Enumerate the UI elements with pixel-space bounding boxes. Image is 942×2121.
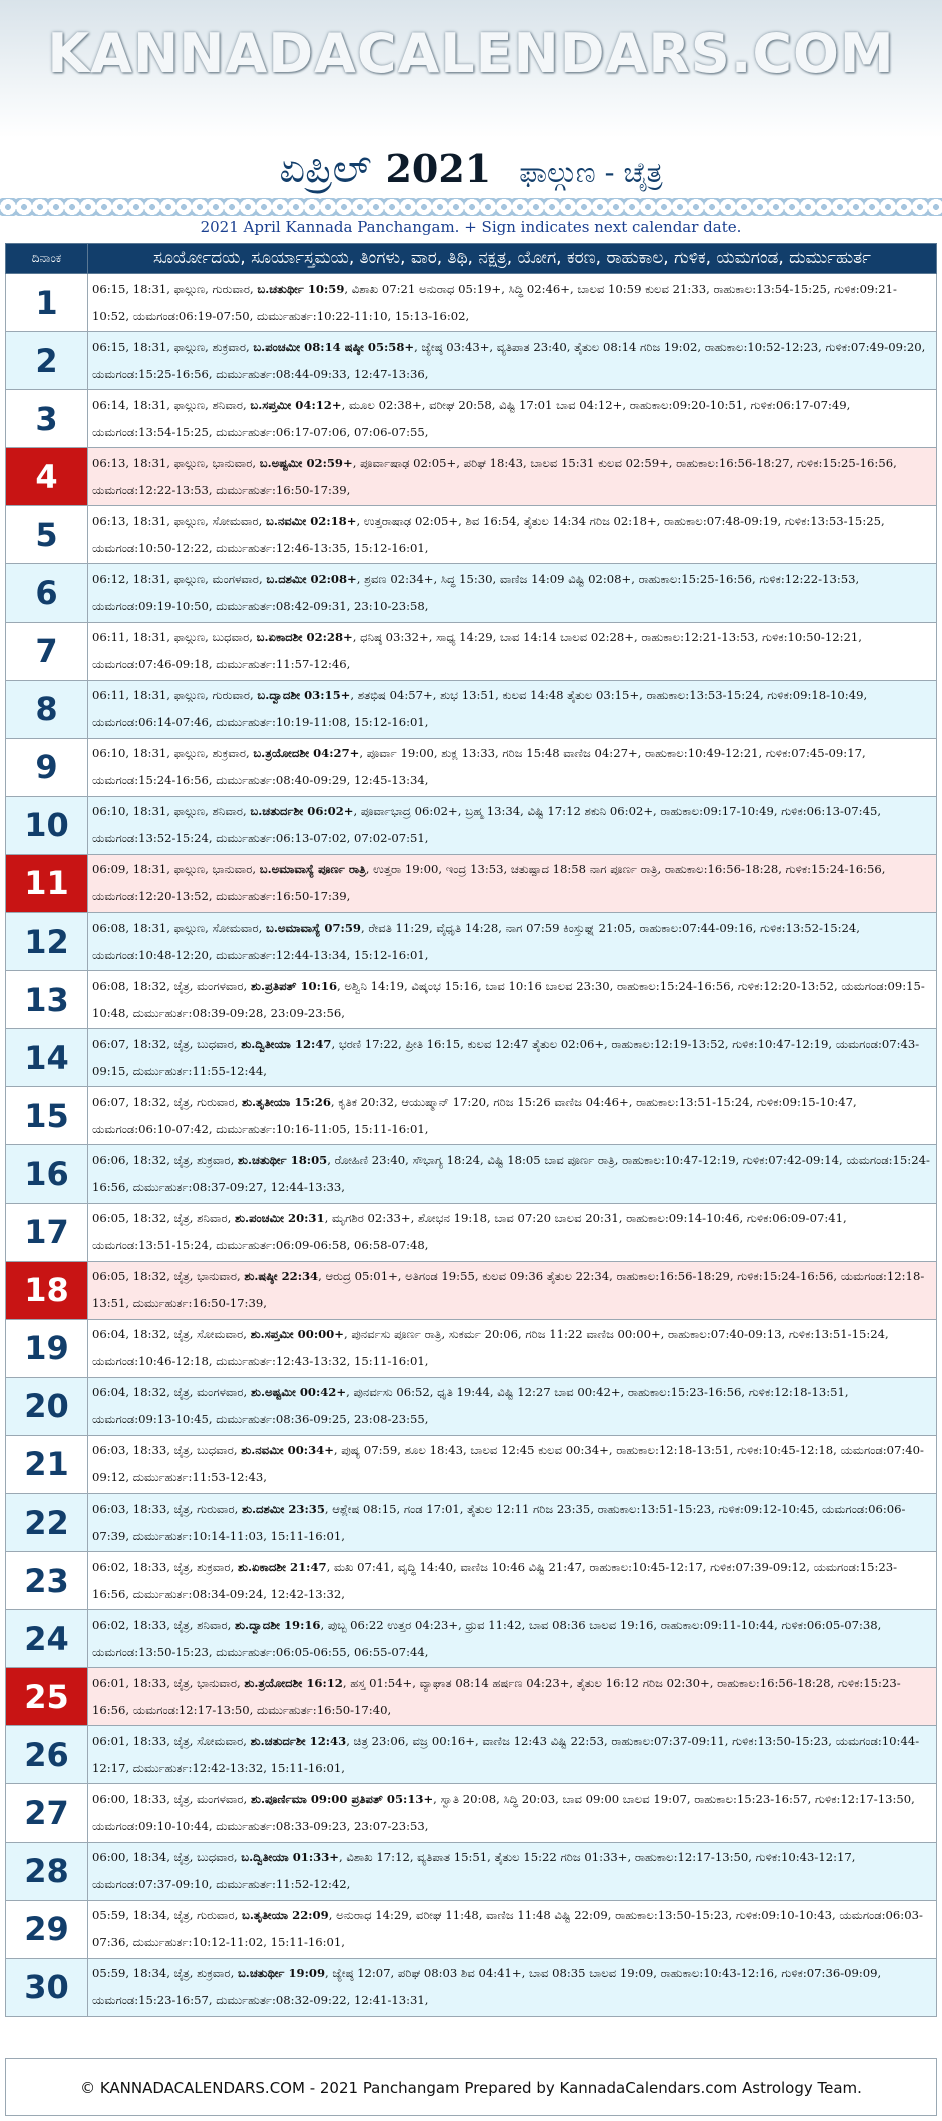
date-cell: 28 xyxy=(6,1842,88,1900)
details-cell xyxy=(88,1900,937,1958)
tithi: ಬ.ದಶಮೀ 02:08+ xyxy=(266,572,357,587)
date-cell: 17 xyxy=(6,1203,88,1261)
date-cell: 15 xyxy=(6,1087,88,1145)
panchanga-details: , ಭರಣಿ 17:22, ಪ್ರೀತಿ 16:15, ಕುಲವ 12:47 ತೈತುಲ 02:06+, ರಾಹುಕಾಲ:12:19-13:52, ಗುಳಿಕ:10:47-12:19, ಯಮಗಂಡ:07:43-09:15, ದುರ್ಮುಹುರ್ತ:11:55-12:44, xyxy=(92,1036,920,1078)
table-row xyxy=(6,1842,937,1900)
sun-month-weekday: 06:04, 18:32, ಚೈತ್ರ, ಮಂಗಳವಾರ, xyxy=(92,1385,251,1400)
table-row xyxy=(6,738,937,796)
sun-month-weekday: 06:01, 18:33, ಚೈತ್ರ, ಭಾನುವಾರ, xyxy=(92,1675,245,1690)
tithi: ಶು.ದಶಮೀ 23:35 xyxy=(241,1501,325,1516)
tithi: ಬ.ಸಪ್ತಮೀ 04:12+ xyxy=(250,397,342,412)
tithi: ಶು.ಚತುರ್ಥೀ 18:05 xyxy=(237,1152,328,1167)
table-header-row xyxy=(6,244,937,274)
tithi: ಬ.ನವಮೀ 02:18+ xyxy=(265,513,357,528)
date-cell: 10 xyxy=(6,796,88,854)
sun-month-weekday: 06:13, 18:31, ಫಾಲ್ಗುಣ, ಭಾನುವಾರ, xyxy=(92,455,260,470)
details-cell xyxy=(88,1087,937,1145)
tithi: ಬ.ದ್ವಾದಶೀ 03:15+ xyxy=(257,688,351,703)
details-cell xyxy=(88,1493,937,1551)
date-cell: 11 xyxy=(6,854,88,912)
header-banner xyxy=(0,0,942,138)
date-cell: 13 xyxy=(6,971,88,1029)
sun-month-weekday: 06:10, 18:31, ಫಾಲ್ಗುಣ, ಶನಿವಾರ, xyxy=(92,804,251,819)
panchanga-details: , ರೋಹಿಣಿ 23:40, ಸೌಭಾಗ್ಯ 18:24, ವಿಷ್ಟಿ 18:05 ಬಾವ ಪೂರ್ಣ ರಾತ್ರಿ, ರಾಹುಕಾಲ:10:47-12:19, ಗುಳಿಕ:07:42-09:14, ಯಮಗಂಡ:15:24-16:56, ದುರ್ಮುಹುರ್ತ:08:37-09:27, 12:44-13:33, xyxy=(92,1152,930,1194)
tithi: ಶು.ಏಕಾದಶೀ 21:47 xyxy=(237,1559,327,1574)
sun-month-weekday: 06:15, 18:31, ಫಾಲ್ಗುಣ, ಶುಕ್ರವಾರ, xyxy=(92,339,254,354)
table-row xyxy=(6,1087,937,1145)
tithi: ಬ.ಅಷ್ಟಮೀ 02:59+ xyxy=(259,455,353,470)
details-cell xyxy=(88,274,937,332)
details-column-header: ಸೂರ್ಯೋದಯ, ಸೂರ್ಯಾಸ್ತಮಯ, ತಿಂಗಳು, ವಾರ, ತಿಥಿ, ನಕ್ಷತ್ರ, ಯೋಗ, ಕರಣ, ರಾಹುಕಾಲ, ಗುಳಿಕ, ಯಮಗಂಡ, ದುರ್ಮುಹುರ್ತ xyxy=(88,244,937,274)
table-row xyxy=(6,506,937,564)
date-cell: 14 xyxy=(6,1029,88,1087)
panchanga-details: , ಅಶ್ವಿನಿ 14:19, ವಿಷ್ಕಂಭ 15:16, ಬಾವ 10:16 ಬಾಲವ 23:30, ರಾಹುಕಾಲ:15:24-16:56, ಗುಳಿಕ:12:20-13:52, ಯಮಗಂಡ:09:15-10:48, ದುರ್ಮುಹುರ್ತ:08:39-09:28, 23:09-23:56, xyxy=(92,978,925,1020)
tithi: ಶು.ಸಪ್ತಮೀ 00:00+ xyxy=(250,1327,344,1342)
table-row xyxy=(6,332,937,390)
tithi: ಬ.ಅಮಾವಾಸ್ಯೆ 07:59 xyxy=(265,920,361,935)
date-cell: 1 xyxy=(6,274,88,332)
sun-month-weekday: 06:00, 18:34, ಚೈತ್ರ, ಬುಧವಾರ, xyxy=(92,1850,242,1865)
table-row xyxy=(6,1784,937,1842)
table-row xyxy=(6,274,937,332)
panchanga-details: , ವಿಶಾಖ 17:12, ವ್ಯತಿಪಾತ 15:51, ತೈತುಲ 15:22 ಗರಿಜ 01:33+, ರಾಹುಕಾಲ:12:17-13:50, ಗುಳಿಕ:10:43-12:17, ಯಮಗಂಡ:07:37-09:10, ದುರ್ಮುಹುರ್ತ:11:52-12:42, xyxy=(92,1850,856,1892)
decorative-border xyxy=(0,198,942,216)
tithi: ಬ.ಚತುರ್ಥೀ 10:59 xyxy=(257,281,345,296)
details-cell xyxy=(88,1726,937,1784)
details-cell xyxy=(88,1842,937,1900)
details-cell xyxy=(88,1029,937,1087)
tithi: ಬ.ಚತುರ್ದಶೀ 06:02+ xyxy=(250,804,354,819)
panchanga-details: , ಆರುದ್ರ 05:01+, ಅತಿಗಂಡ 19:55, ಕುಲವ 09:36 ತೈತುಲ 22:34, ರಾಹುಕಾಲ:16:56-18:29, ಗುಳಿಕ:15:24-16:56, ಯಮಗಂಡ:12:18-13:51, ದುರ್ಮುಹುರ್ತ:16:50-17:39, xyxy=(92,1269,925,1311)
panchangam-table xyxy=(5,243,937,2017)
month-heading xyxy=(0,146,942,192)
sun-month-weekday: 06:14, 18:31, ಫಾಲ್ಗುಣ, ಶನಿವಾರ, xyxy=(92,397,251,412)
table-row xyxy=(6,680,937,738)
tithi: ಬ.ತೃತೀಯಾ 22:09 xyxy=(241,1908,329,1923)
table-row xyxy=(6,564,937,622)
panchanga-details: , ಪೂರ್ವಾ 19:00, ಶುಕ್ಲ 13:33, ಗರಿಜ 15:48 ವಾಣಿಜ 04:27+, ರಾಹುಕಾಲ:10:49-12:21, ಗುಳಿಕ:07:45-09:17, ಯಮಗಂಡ:15:24-16:56, ದುರ್ಮುಹುರ್ತ:08:40-09:29, 12:45-13:34, xyxy=(92,746,866,788)
month-name: ಏಪ್ರಿಲ್ xyxy=(279,146,372,192)
tithi: ಬ.ದ್ವಿತೀಯಾ 01:33+ xyxy=(241,1850,339,1865)
tithi: ಶು.ಪೂರ್ಣಿಮಾ 09:00 ಪ್ರತಿಪತ್ 05:13+ xyxy=(250,1791,434,1806)
panchanga-details: , ಪುನರ್ವಸು 06:52, ಧೃತಿ 19:44, ವಿಷ್ಟಿ 12:27 ಬಾವ 00:42+, ರಾಹುಕಾಲ:15:23-16:56, ಗುಳಿಕ:12:18-13:51, ಯಮಗಂಡ:09:13-10:45, ದುರ್ಮುಹುರ್ತ:08:36-09:25, 23:08-23:55, xyxy=(92,1385,849,1427)
tithi: ಶು.ದ್ವಾದಶೀ 19:16 xyxy=(235,1617,321,1632)
date-cell: 12 xyxy=(6,913,88,971)
date-cell: 6 xyxy=(6,564,88,622)
panchanga-details: , ಜ್ಯೇಷ್ಠ 03:43+, ವ್ಯತಿಪಾತ 23:40, ತೈತುಲ 08:14 ಗರಿಜ 19:02, ರಾಹುಕಾಲ:10:52-12:23, ಗುಳಿಕ:07:49-09:20, ಯಮಗಂಡ:15:25-16:56, ದುರ್ಮುಹುರ್ತ:08:44-09:33, 12:47-13:36, xyxy=(92,339,926,381)
date-cell: 21 xyxy=(6,1435,88,1493)
sun-month-weekday: 06:02, 18:33, ಚೈತ್ರ, ಶನಿವಾರ, xyxy=(92,1617,235,1632)
panchanga-details: , ಪುನರ್ವಸು ಪೂರ್ಣ ರಾತ್ರಿ, ಸುಕರ್ಮ 20:06, ಗರಿಜ 11:22 ವಾಣಿಜ 00:00+, ರಾಹುಕಾಲ:07:40-09:13, ಗುಳಿಕ:13:51-15:24, ಯಮಗಂಡ:10:46-12:18, ದುರ್ಮುಹುರ್ತ:12:43-13:32, 15:11-16:01, xyxy=(92,1327,889,1369)
sun-month-weekday: 06:06, 18:32, ಚೈತ್ರ, ಶುಕ್ರವಾರ, xyxy=(92,1152,238,1167)
table-row xyxy=(6,1552,937,1610)
panchanga-details: , ಸ್ವಾತಿ 20:08, ಸಿದ್ಧಿ 20:03, ಬಾವ 09:00 ಬಾಲವ 19:07, ರಾಹುಕಾಲ:15:23-16:57, ಗುಳಿಕ:12:17-13:50, ಯಮಗಂಡ:09:10-10:44, ದುರ್ಮುಹುರ್ತ:08:33-09:23, 23:07-23:53, xyxy=(92,1791,915,1833)
tithi: ಶು.ಅಷ್ಟಮೀ 00:42+ xyxy=(250,1385,347,1400)
panchanga-details: , ಮೂಲ 02:38+, ವರೀಘ 20:58, ವಿಷ್ಟಿ 17:01 ಬಾವ 04:12+, ರಾಹುಕಾಲ:09:20-10:51, ಗುಳಿಕ:06:17-07:49, ಯಮಗಂಡ:13:54-15:25, ದುರ್ಮುಹುರ್ತ:06:17-07:06, 07:06-07:55, xyxy=(92,397,851,439)
date-cell: 16 xyxy=(6,1145,88,1203)
details-cell xyxy=(88,448,937,506)
table-row xyxy=(6,1726,937,1784)
table-row xyxy=(6,1145,937,1203)
table-row xyxy=(6,1610,937,1668)
sun-month-weekday: 06:03, 18:33, ಚೈತ್ರ, ಗುರುವಾರ, xyxy=(92,1501,242,1516)
date-column-header: ದಿನಾಂಕ xyxy=(6,244,88,274)
sun-month-weekday: 06:11, 18:31, ಫಾಲ್ಗುಣ, ಗುರುವಾರ, xyxy=(92,688,258,703)
date-cell: 27 xyxy=(6,1784,88,1842)
details-cell xyxy=(88,680,937,738)
panchanga-details: , ಶತಭಿಷ 04:57+, ಶುಭ 13:51, ಕುಲವ 14:48 ತೈತುಲ 03:15+, ರಾಹುಕಾಲ:13:53-15:24, ಗುಳಿಕ:09:18-10:49, ಯಮಗಂಡ:06:14-07:46, ದುರ್ಮುಹುರ್ತ:10:19-11:08, 15:12-16:01, xyxy=(92,688,868,730)
lunar-months: ಫಾಲ್ಗುಣ - ಚೈತ್ರ xyxy=(519,156,663,189)
sun-month-weekday: 06:09, 18:31, ಫಾಲ್ಗುಣ, ಭಾನುವಾರ, xyxy=(92,862,260,877)
table-row xyxy=(6,1668,937,1726)
panchanga-details: , ಶ್ರವಣ 02:34+, ಸಿದ್ಧ 15:30, ವಾಣಿಜ 14:09 ವಿಷ್ಟಿ 02:08+, ರಾಹುಕಾಲ:15:25-16:56, ಗುಳಿಕ:12:22-13:53, ಯಮಗಂಡ:09:19-10:50, ದುರ್ಮುಹುರ್ತ:08:42-09:31, 23:10-23:58, xyxy=(92,572,860,614)
date-cell: 5 xyxy=(6,506,88,564)
details-cell xyxy=(88,738,937,796)
details-cell xyxy=(88,1668,937,1726)
date-cell: 18 xyxy=(6,1261,88,1319)
table-row xyxy=(6,1958,937,2016)
tithi: ಶು.ಚತುರ್ದಶೀ 12:43 xyxy=(250,1733,347,1748)
date-cell: 2 xyxy=(6,332,88,390)
table-body xyxy=(6,274,937,2017)
date-cell: 30 xyxy=(6,1958,88,2016)
panchanga-details: , ಚಿತ್ರ 23:06, ವಜ್ರ 00:16+, ವಾಣಿಜ 12:43 ವಿಷ್ಟಿ 22:53, ರಾಹುಕಾಲ:07:37-09:11, ಗುಳಿಕ:13:50-15:23, ಯಮಗಂಡ:10:44-12:17, ದುರ್ಮುಹುರ್ತ:12:42-13:32, 15:11-16:01, xyxy=(92,1733,920,1775)
date-cell: 26 xyxy=(6,1726,88,1784)
table-row xyxy=(6,1377,937,1435)
tithi: ಬ.ತ್ರಯೋದಶೀ 04:27+ xyxy=(253,746,360,761)
sun-month-weekday: 06:12, 18:31, ಫಾಲ್ಗುಣ, ಮಂಗಳವಾರ, xyxy=(92,572,267,587)
date-cell: 4 xyxy=(6,448,88,506)
panchanga-details: , ಕೃತಿಕ 20:32, ಆಯುಷ್ಮಾನ್ 17:20, ಗರಿಜ 15:26 ವಾಣಿಜ 04:46+, ರಾಹುಕಾಲ:13:51-15:24, ಗುಳಿಕ:09:15-10:47, ಯಮಗಂಡ:06:10-07:42, ದುರ್ಮುಹುರ್ತ:10:16-11:05, 15:11-16:01, xyxy=(92,1094,857,1136)
table-row xyxy=(6,1493,937,1551)
table-row xyxy=(6,796,937,854)
tithi: ಶು.ಪ್ರತಿಪತ್ 10:16 xyxy=(250,978,338,993)
tithi: ಬ.ಪಂಚಮೀ 08:14 ಷಷ್ಠೀ 05:58+ xyxy=(253,339,415,354)
sun-month-weekday: 06:03, 18:33, ಚೈತ್ರ, ಬುಧವಾರ, xyxy=(92,1443,242,1458)
table-row xyxy=(6,1319,937,1377)
details-cell xyxy=(88,796,937,854)
panchanga-details: , ಮೃಗಶಿರ 02:33+, ಶೋಭನ 19:18, ಬಾವ 07:20 ಬಾಲವ 20:31, ರಾಹುಕಾಲ:09:14-10:46, ಗುಳಿಕ:06:09-07:41, ಯಮಗಂಡ:13:51-15:24, ದುರ್ಮುಹುರ್ತ:06:09-06:58, 06:58-07:48, xyxy=(92,1211,847,1253)
details-cell xyxy=(88,390,937,448)
tithi: ಬ.ಅಮಾವಾಸ್ಯೆ ಪೂರ್ಣ ರಾತ್ರಿ xyxy=(259,862,366,877)
panchanga-details: , ಉತ್ತರಾ 19:00, ಇಂದ್ರ 13:53, ಚತುಷ್ಪಾದ 18:58 ನಾಗ ಪೂರ್ಣ ರಾತ್ರಿ, ರಾಹುಕಾಲ:16:56-18:28, ಗುಳಿಕ:15:24-16:56, ಯಮಗಂಡ:12:20-13:52, ದುರ್ಮುಹುರ್ತ:16:50-17:39, xyxy=(92,862,886,904)
site-title: KANNADACALENDARS.COM xyxy=(47,22,895,85)
date-cell: 24 xyxy=(6,1610,88,1668)
sun-month-weekday: 06:08, 18:32, ಚೈತ್ರ, ಮಂಗಳವಾರ, xyxy=(92,978,251,993)
tithi: ಶು.ತ್ರಯೋದಶೀ 16:12 xyxy=(244,1675,343,1690)
panchanga-details: , ಪೂರ್ವಾಭಾದ್ರ 06:02+, ಬ್ರಹ್ಮ 13:34, ವಿಷ್ಟಿ 17:12 ಶಕುನಿ 06:02+, ರಾಹುಕಾಲ:09:17-10:49, ಗುಳಿಕ:06:13-07:45, ಯಮಗಂಡ:13:52-15:24, ದುರ್ಮುಹುರ್ತ:06:13-07:02, 07:02-07:51, xyxy=(92,804,882,846)
table-row xyxy=(6,1029,937,1087)
sun-month-weekday: 06:11, 18:31, ಫಾಲ್ಗುಣ, ಬುಧವಾರ, xyxy=(92,630,257,645)
sun-month-weekday: 06:05, 18:32, ಚೈತ್ರ, ಭಾನುವಾರ, xyxy=(92,1269,245,1284)
details-cell xyxy=(88,332,937,390)
details-cell xyxy=(88,913,937,971)
table-row xyxy=(6,913,937,971)
details-cell xyxy=(88,1377,937,1435)
panchanga-details: , ವಿಶಾಖ 07:21 ಅನುರಾಧ 05:19+, ಸಿದ್ಧಿ 02:46+, ಬಾಲವ 10:59 ಕುಲವ 21:33, ರಾಹುಕಾಲ:13:54-15:25, ಗುಳಿಕ:09:21-10:52, ಯಮಗಂಡ:06:19-07:50, ದುರ್ಮುಹುರ್ತ:10:22-11:10, 15:13-16:02, xyxy=(92,281,897,323)
sun-month-weekday: 05:59, 18:34, ಚೈತ್ರ, ಗುರುವಾರ, xyxy=(92,1908,242,1923)
details-cell xyxy=(88,622,937,680)
sun-month-weekday: 06:02, 18:33, ಚೈತ್ರ, ಶುಕ್ರವಾರ, xyxy=(92,1559,238,1574)
details-cell xyxy=(88,1261,937,1319)
sun-month-weekday: 06:08, 18:31, ಫಾಲ್ಗುಣ, ಸೋಮವಾರ, xyxy=(92,920,266,935)
panchanga-details: , ಧನಿಷ್ಠ 03:32+, ಸಾಧ್ಯ 14:29, ಬಾವ 14:14 ಬಾಲವ 02:28+, ರಾಹುಕಾಲ:12:21-13:53, ಗುಳಿಕ:10:50-12:21, ಯಮಗಂಡ:07:46-09:18, ದುರ್ಮುಹುರ್ತ:11:57-12:46, xyxy=(92,630,862,672)
tithi: ಬ.ಏಕಾದಶೀ 02:28+ xyxy=(256,630,353,645)
tithi: ಬ.ಚತುರ್ಥೀ 19:09 xyxy=(237,1966,326,1981)
table-row xyxy=(6,448,937,506)
date-cell: 23 xyxy=(6,1552,88,1610)
date-cell: 7 xyxy=(6,622,88,680)
sun-month-weekday: 06:07, 18:32, ಚೈತ್ರ, ಗುರುವಾರ, xyxy=(92,1094,242,1109)
sun-month-weekday: 06:05, 18:32, ಚೈತ್ರ, ಶನಿವಾರ, xyxy=(92,1211,235,1226)
date-cell: 3 xyxy=(6,390,88,448)
details-cell xyxy=(88,1610,937,1668)
table-row xyxy=(6,1435,937,1493)
footer: © KANNADACALENDARS.COM - 2021 Panchangam Prepared by KannadaCalendars.com Astrology Team. xyxy=(5,2058,937,2116)
date-cell: 22 xyxy=(6,1493,88,1551)
table-row xyxy=(6,622,937,680)
table-row xyxy=(6,1900,937,1958)
year: 2021 xyxy=(385,146,492,191)
table-row xyxy=(6,1203,937,1261)
sun-month-weekday: 06:01, 18:33, ಚೈತ್ರ, ಸೋಮವಾರ, xyxy=(92,1733,251,1748)
details-cell xyxy=(88,1435,937,1493)
table-row xyxy=(6,971,937,1029)
date-cell: 20 xyxy=(6,1377,88,1435)
details-cell xyxy=(88,854,937,912)
details-cell xyxy=(88,1784,937,1842)
panchanga-details: , ಪುಬ್ಬ 06:22 ಉತ್ತರ 04:23+, ಧ್ರುವ 11:42, ಬಾವ 08:36 ಬಾಲವ 19:16, ರಾಹುಕಾಲ:09:11-10:44, ಗುಳಿಕ:06:05-07:38, ಯಮಗಂಡ:13:50-15:23, ದುರ್ಮುಹುರ್ತ:06:05-06:55, 06:55-07:44, xyxy=(92,1617,882,1659)
details-cell xyxy=(88,1319,937,1377)
table-row xyxy=(6,1261,937,1319)
tithi: ಶು.ಪಂಚಮೀ 20:31 xyxy=(235,1211,325,1226)
sun-month-weekday: 06:04, 18:32, ಚೈತ್ರ, ಸೋಮವಾರ, xyxy=(92,1327,251,1342)
details-cell xyxy=(88,1145,937,1203)
panchanga-details: , ಅನುರಾಧ 14:29, ವರೀಘ 11:48, ವಾಣಿಜ 11:48 ವಿಷ್ಟಿ 22:09, ರಾಹುಕಾಲ:13:50-15:23, ಗುಳಿಕ:09:10-10:43, ಯಮಗಂಡ:06:03-07:36, ದುರ್ಮುಹುರ್ತ:10:12-11:02, 15:11-16:01, xyxy=(92,1908,923,1950)
tithi: ಶು.ನವಮೀ 00:34+ xyxy=(241,1443,334,1458)
panchanga-details: , ಜ್ಯೇಷ್ಠ 12:07, ಪರಿಘ 08:03 ಶಿವ 04:41+, ಬಾವ 08:35 ಬಾಲವ 19:09, ರಾಹುಕಾಲ:10:43-12:16, ಗುಳಿಕ:07:36-09:09, ಯಮಗಂಡ:15:23-16:57, ದುರ್ಮುಹುರ್ತ:08:32-09:22, 12:41-13:31, xyxy=(92,1966,882,2008)
panchanga-details: , ಆಶ್ಲೇಷ 08:15, ಗಂಡ 17:01, ತೈತುಲ 12:11 ಗರಿಜ 23:35, ರಾಹುಕಾಲ:13:51-15:23, ಗುಳಿಕ:09:12-10:45, ಯಮಗಂಡ:06:06-07:39, ದುರ್ಮುಹುರ್ತ:10:14-11:03, 15:11-16:01, xyxy=(92,1501,906,1543)
panchanga-details: , ಹಸ್ತ 01:54+, ವ್ಯಾಘಾತ 08:14 ಹರ್ಷಣ 04:23+, ತೈತುಲ 16:12 ಗರಿಜ 02:30+, ರಾಹುಕಾಲ:16:56-18:28, ಗುಳಿಕ:15:23-16:56, ಯಮಗಂಡ:12:17-13:50, ದುರ್ಮುಹುರ್ತ:16:50-17:40, xyxy=(92,1675,901,1717)
details-cell xyxy=(88,1203,937,1261)
details-cell xyxy=(88,1552,937,1610)
tithi: ಶು.ತೃತೀಯಾ 15:26 xyxy=(241,1094,331,1109)
sun-month-weekday: 06:15, 18:31, ಫಾಲ್ಗುಣ, ಗುರುವಾರ, xyxy=(92,281,258,296)
tithi: ಶು.ಷಷ್ಠೀ 22:34 xyxy=(244,1269,319,1284)
sun-month-weekday: 06:00, 18:33, ಚೈತ್ರ, ಮಂಗಳವಾರ, xyxy=(92,1791,251,1806)
sun-month-weekday: 06:10, 18:31, ಫಾಲ್ಗುಣ, ಶುಕ್ರವಾರ, xyxy=(92,746,254,761)
tithi: ಶು.ದ್ವಿತೀಯಾ 12:47 xyxy=(241,1036,332,1051)
panchanga-details: , ಪೂರ್ವಾಷಾಢ 02:05+, ಪರಿಘ 18:43, ಬಾಲವ 15:31 ಕುಲವ 02:59+, ರಾಹುಕಾಲ:16:56-18:27, ಗುಳಿಕ:15:25-16:56, ಯಮಗಂಡ:12:22-13:53, ದುರ್ಮುಹುರ್ತ:16:50-17:39, xyxy=(92,455,897,497)
details-cell xyxy=(88,506,937,564)
subtitle: 2021 April Kannada Panchangam. + Sign indicates next calendar date. xyxy=(200,218,742,236)
date-cell: 25 xyxy=(6,1668,88,1726)
panchanga-details: , ಉತ್ತರಾಷಾಢ 02:05+, ಶಿವ 16:54, ತೈತುಲ 14:34 ಗರಿಜ 02:18+, ರಾಹುಕಾಲ:07:48-09:19, ಗುಳಿಕ:13:53-15:25, ಯಮಗಂಡ:10:50-12:22, ದುರ್ಮುಹುರ್ತ:12:46-13:35, 15:12-16:01, xyxy=(92,513,885,555)
table-row xyxy=(6,390,937,448)
date-cell: 19 xyxy=(6,1319,88,1377)
details-cell xyxy=(88,564,937,622)
details-cell xyxy=(88,971,937,1029)
sun-month-weekday: 05:59, 18:34, ಚೈತ್ರ, ಶುಕ್ರವಾರ, xyxy=(92,1966,238,1981)
details-cell xyxy=(88,1958,937,2016)
date-cell: 8 xyxy=(6,680,88,738)
panchanga-details: , ಮಖ 07:41, ವೃದ್ಧಿ 14:40, ವಾಣಿಜ 10:46 ವಿಷ್ಟಿ 21:47, ರಾಹುಕಾಲ:10:45-12:17, ಗುಳಿಕ:07:39-09:12, ಯಮಗಂಡ:15:23-16:56, ದುರ್ಮುಹುರ್ತ:08:34-09:24, 12:42-13:32, xyxy=(92,1559,898,1601)
sun-month-weekday: 06:07, 18:32, ಚೈತ್ರ, ಬುಧವಾರ, xyxy=(92,1036,242,1051)
table-row xyxy=(6,854,937,912)
sun-month-weekday: 06:13, 18:31, ಫಾಲ್ಗುಣ, ಸೋಮವಾರ, xyxy=(92,513,266,528)
panchanga-details: , ರೇವತಿ 11:29, ವೈಧೃತಿ 14:28, ನಾಗ 07:59 ಕಿಂಸ್ತುಘ್ನ 21:05, ರಾಹುಕಾಲ:07:44-09:16, ಗುಳಿಕ:13:52-15:24, ಯಮಗಂಡ:10:48-12:20, ದುರ್ಮುಹುರ್ತ:12:44-13:34, 15:12-16:01, xyxy=(92,920,860,962)
date-cell: 29 xyxy=(6,1900,88,1958)
date-cell: 9 xyxy=(6,738,88,796)
panchanga-details: , ಪುಷ್ಯ 07:59, ಶೂಲ 18:43, ಬಾಲವ 12:45 ಕುಲವ 00:34+, ರಾಹುಕಾಲ:12:18-13:51, ಗುಳಿಕ:10:45-12:18, ಯಮಗಂಡ:07:40-09:12, ದುರ್ಮುಹುರ್ತ:11:53-12:43, xyxy=(92,1443,924,1485)
